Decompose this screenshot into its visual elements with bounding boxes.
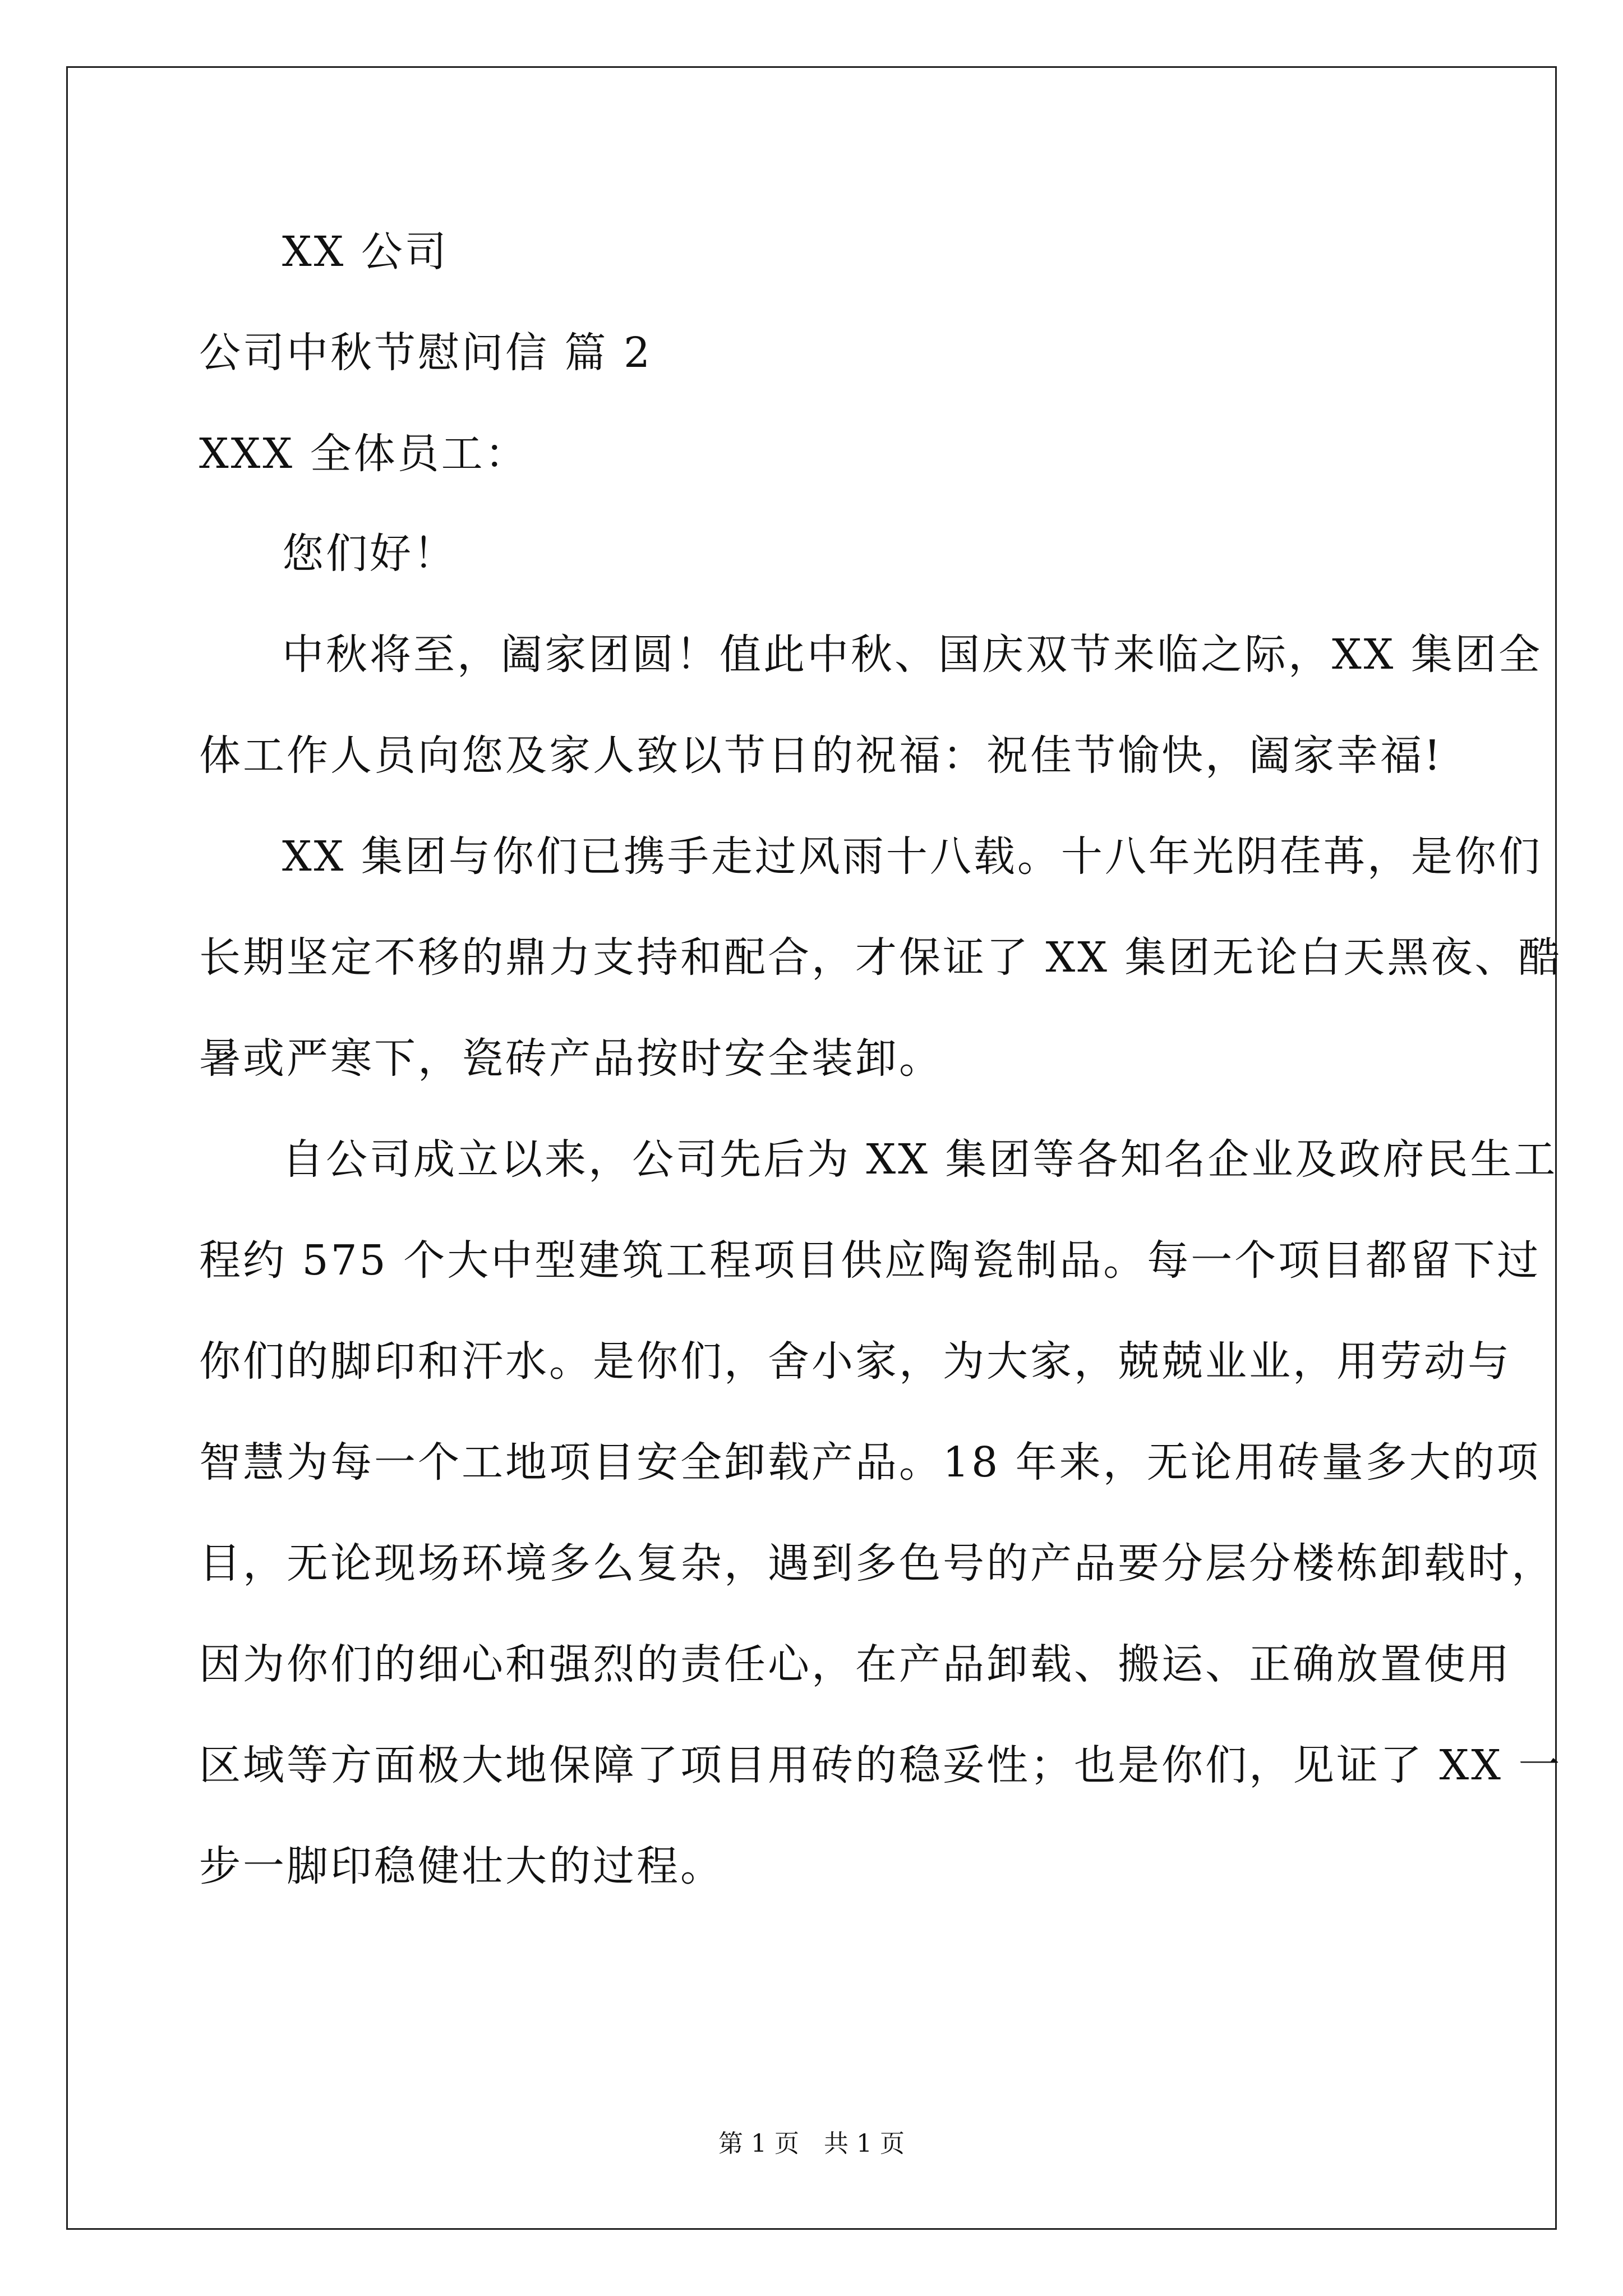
company-name-line: XX 公司 [282, 228, 449, 276]
paragraph-line: 目，无论现场环境多么复杂，遇到多色号的产品要分层分楼栋卸载时， [199, 1539, 1555, 1588]
greeting: 您们好！ [282, 530, 457, 578]
paragraph-line: 中秋将至，阖家团圆！值此中秋、国庆双节来临之际，XX 集团全 [282, 631, 1542, 679]
paragraph-line: 智慧为每一个工地项目安全卸载产品。18 年来，无论用砖量多大的项 [199, 1438, 1541, 1487]
page-footer: 第 1 页 共 1 页 [718, 2129, 905, 2158]
paragraph-line: 你们的脚印和汗水。是你们，舍小家，为大家，兢兢业业，用劳动与 [199, 1337, 1511, 1386]
paragraph-line: XX 集团与你们已携手走过风雨十八载。十八年光阴荏苒，是你们 [282, 832, 1542, 881]
paragraph-line: 因为你们的细心和强烈的责任心，在产品卸载、搬运、正确放置使用 [199, 1640, 1511, 1688]
letter-title: 公司中秋节慰问信 篇 2 [199, 329, 653, 377]
paragraph-line: 步一脚印稳健壮大的过程。 [199, 1842, 724, 1890]
paragraph-line: 体工作人员向您及家人致以节日的祝福：祝佳节愉快，阖家幸福! [199, 731, 1443, 780]
paragraph-line: 长期坚定不移的鼎力支持和配合，才保证了 XX 集团无论白天黑夜、酷 [199, 933, 1562, 982]
paragraph-line: 区域等方面极大地保障了项目用砖的稳妥性；也是你们，见证了 XX 一 [199, 1741, 1562, 1789]
paragraph-line: 暑或严寒下，瓷砖产品按时安全装卸。 [199, 1034, 943, 1083]
salutation: XXX 全体员工： [199, 430, 529, 478]
paragraph-line: 程约 575 个大中型建筑工程项目供应陶瓷制品。每一个项目都留下过 [199, 1236, 1541, 1285]
paragraph-line: 自公司成立以来，公司先后为 XX 集团等各知名企业及政府民生工 [282, 1135, 1558, 1184]
